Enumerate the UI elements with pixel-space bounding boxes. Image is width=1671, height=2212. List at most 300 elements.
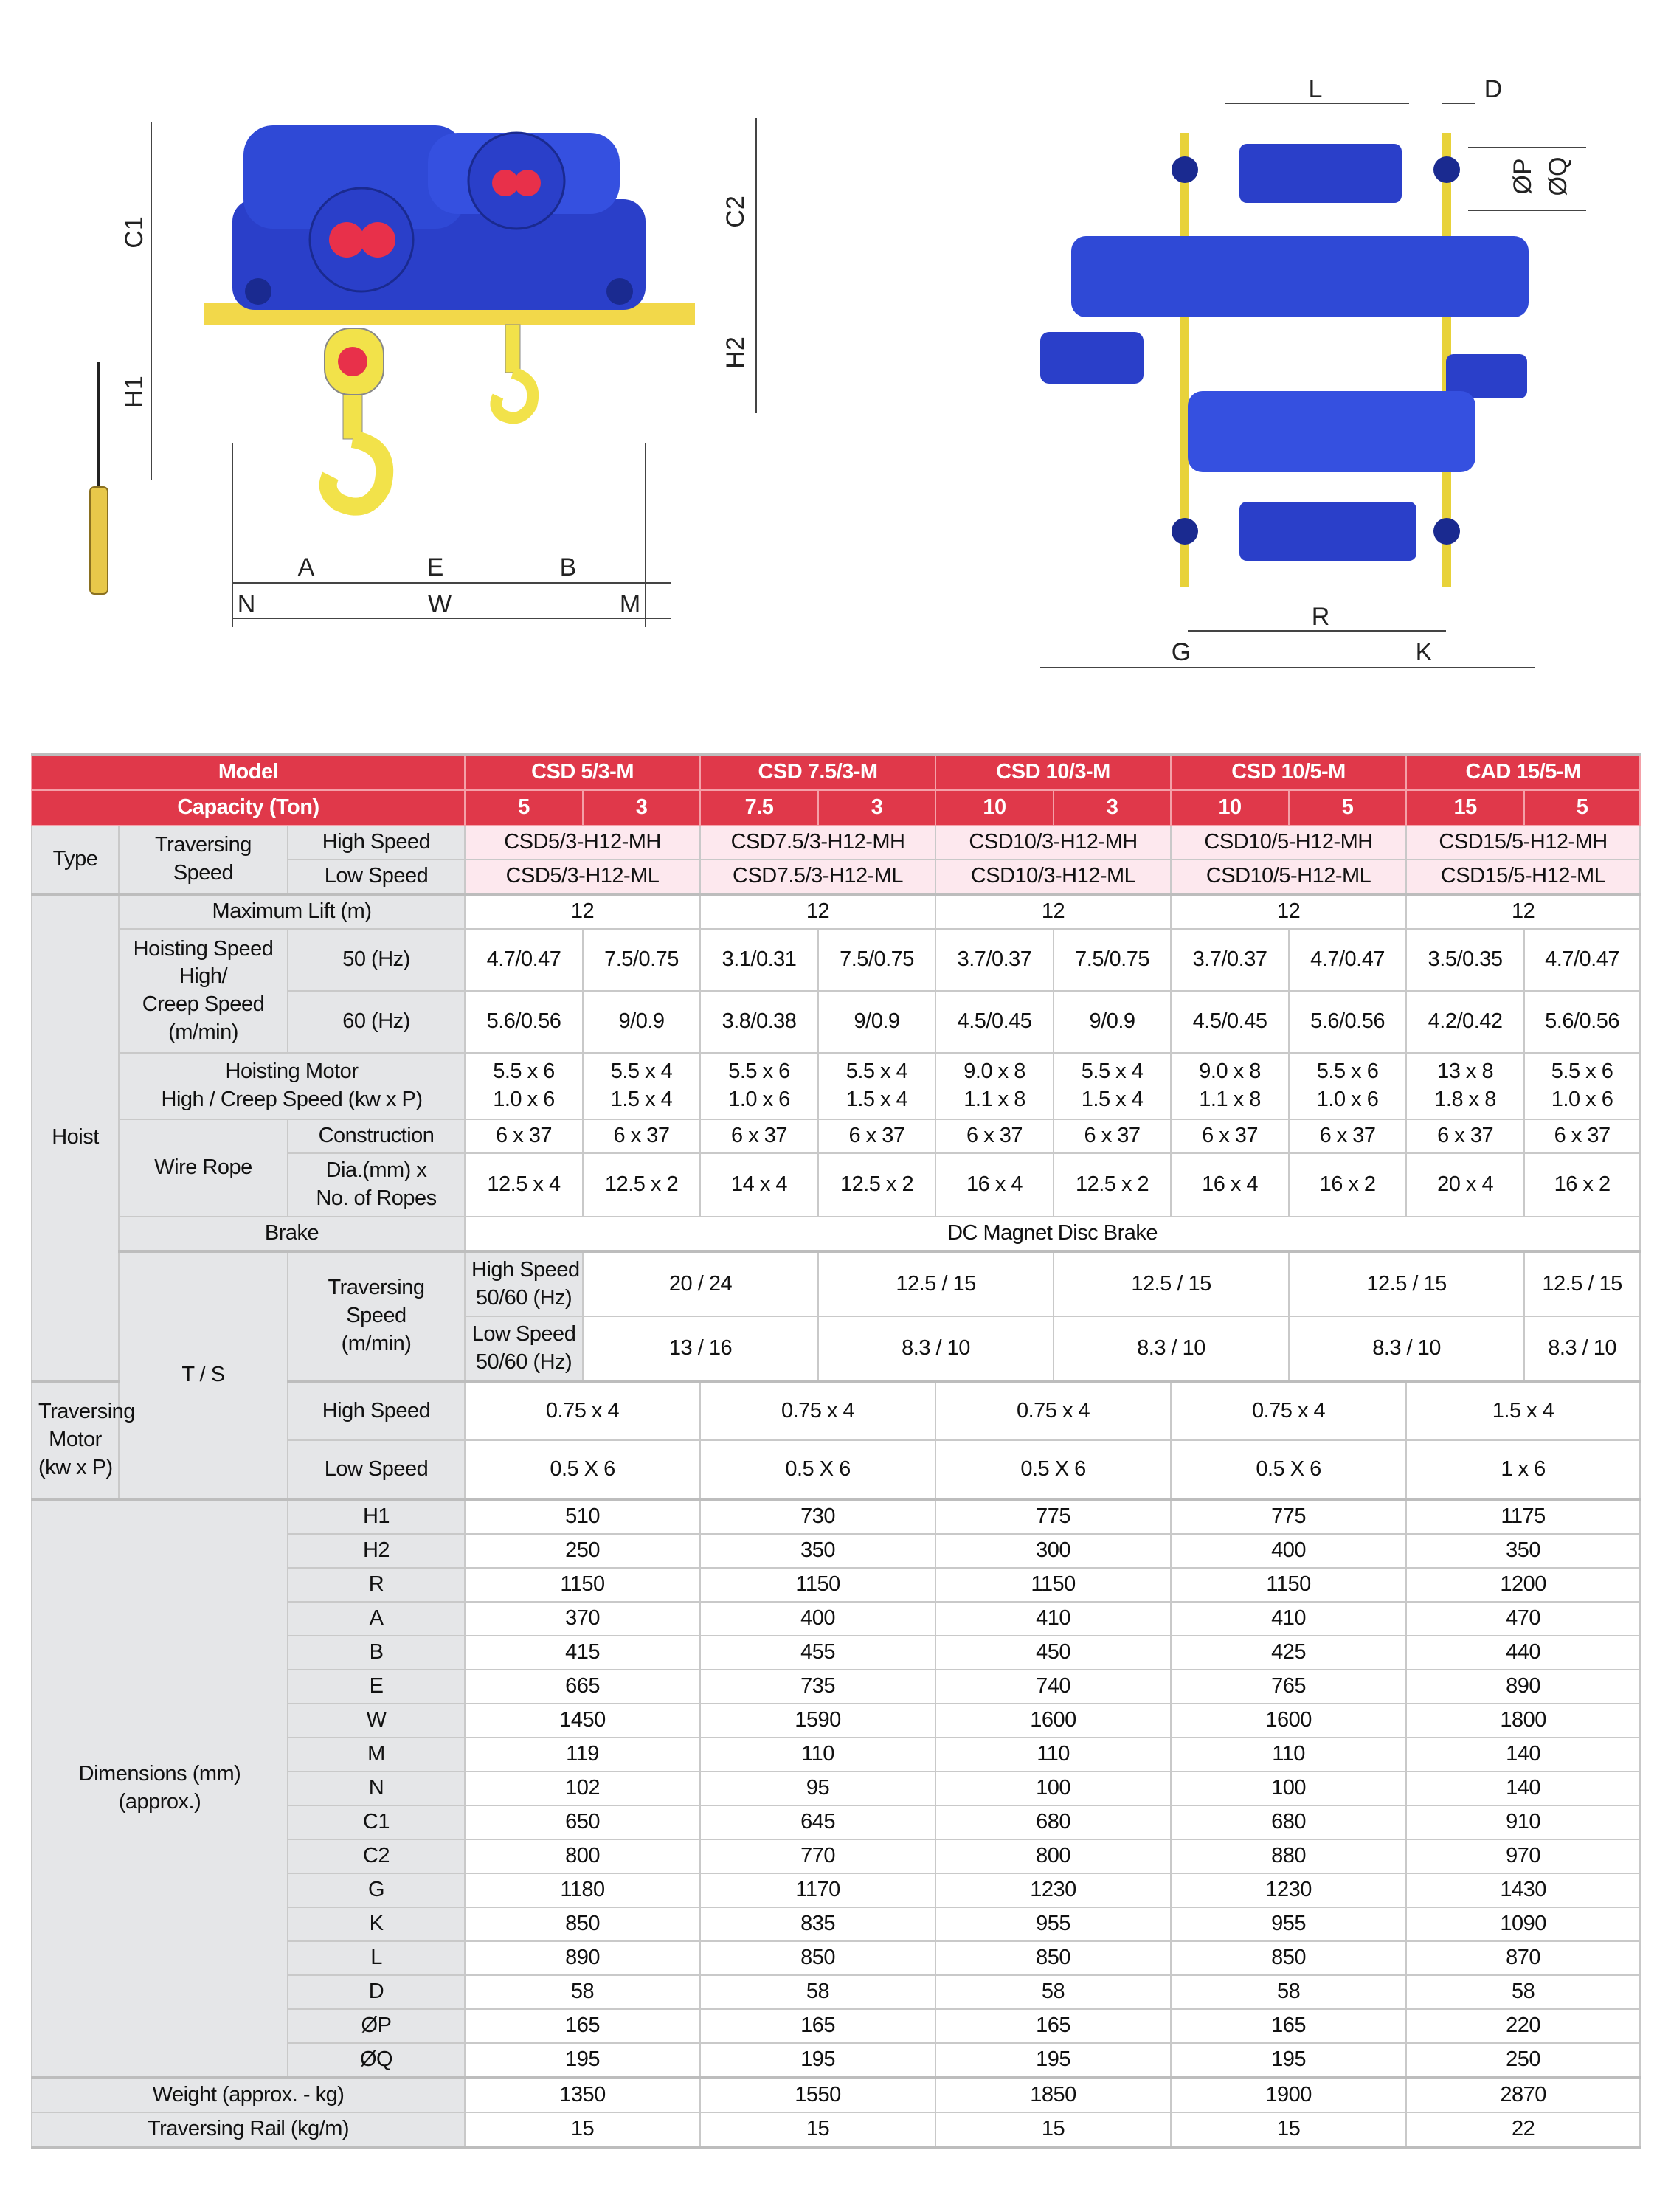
capacity-value: 3: [583, 790, 700, 826]
label-l: L: [1308, 75, 1323, 103]
rope-construction-row: [32, 1119, 1640, 1153]
hz60-value: 5.6/0.56: [1524, 991, 1640, 1053]
dimension-value: 100: [935, 1772, 1171, 1805]
dimension-name: ØP: [288, 2009, 465, 2043]
construction-value: 6 x 37: [583, 1119, 700, 1153]
label-h2: H2: [722, 336, 750, 369]
model-name: CAD 15/5-M: [1406, 754, 1640, 790]
dimension-value: 1230: [935, 1873, 1171, 1907]
hoisting-speed-label-3: Creep Speed: [142, 992, 265, 1016]
dimension-value: 440: [1406, 1636, 1640, 1670]
dia-value: 12.5 x 2: [818, 1153, 935, 1217]
brake-value: DC Magnet Disc Brake: [465, 1217, 1640, 1251]
capacity-value: 10: [1171, 790, 1289, 826]
dimension-name: C2: [288, 1839, 465, 1873]
hz50-value: 7.5/0.75: [1054, 929, 1171, 991]
hz60-value: 4.5/0.45: [1171, 991, 1289, 1053]
construction-value: 6 x 37: [1054, 1119, 1171, 1153]
hz50-label: 50 (Hz): [288, 929, 465, 991]
model-code-low: CSD7.5/3-H12-ML: [700, 860, 935, 894]
dimension-value: 250: [1406, 2043, 1640, 2078]
dia-label-1: Dia.(mm) x: [325, 1158, 427, 1183]
dimension-value: 410: [935, 1602, 1171, 1636]
construction-value: 6 x 37: [700, 1119, 818, 1153]
dimension-value: 850: [700, 1941, 935, 1975]
motor-creep-value: 1.5 x 4: [610, 1088, 673, 1111]
label-q: ØQ: [1544, 156, 1572, 196]
hoisting-speed-label-4: (m/min): [168, 1020, 238, 1044]
dimension-value: 800: [935, 1839, 1171, 1873]
label-w: W: [427, 590, 452, 618]
dimension-name: K: [288, 1907, 465, 1941]
dimension-name: L: [288, 1941, 465, 1975]
dimension-value: 775: [1171, 1499, 1406, 1534]
dimension-value: 165: [1171, 2009, 1406, 2043]
dimension-value: 110: [935, 1738, 1171, 1772]
dimension-value: 220: [1406, 2009, 1640, 2043]
dimension-value: 1600: [935, 1704, 1171, 1738]
dimension-value: 195: [465, 2043, 700, 2078]
dimensions-label: [32, 1499, 288, 2078]
construction-label: Construction: [288, 1119, 465, 1153]
dimension-name: C1: [288, 1805, 465, 1839]
dimension-value: 350: [700, 1534, 935, 1568]
ts-high-value: 12.5 / 15: [1289, 1251, 1524, 1316]
ts-motor-label-3: (kw x P): [38, 1455, 113, 1479]
dimension-value: 400: [1171, 1534, 1406, 1568]
traversing-rail-row: [32, 2112, 1640, 2148]
main-hook: [325, 328, 384, 507]
dimension-value: 58: [700, 1975, 935, 2009]
construction-value: 6 x 37: [935, 1119, 1054, 1153]
dimension-value: 455: [700, 1636, 935, 1670]
ts-high-speed-row: [32, 1251, 1640, 1316]
label-e: E: [426, 553, 444, 581]
motor-creep-value: 1.0 x 6: [493, 1088, 555, 1111]
hoisting-motor-value: [1406, 1053, 1524, 1119]
ts-motor-label-2: Motor: [49, 1428, 102, 1452]
dimension-value: 450: [935, 1636, 1171, 1670]
model-label: Model: [32, 754, 465, 790]
hoisting-speed-label: [119, 929, 288, 1053]
hoisting-motor-value: [818, 1053, 935, 1119]
dimension-row: [32, 1499, 1640, 1534]
ts-low-value: 8.3 / 10: [818, 1316, 1054, 1381]
capacity-row: [32, 790, 1640, 826]
capacity-label: Capacity (Ton): [32, 790, 465, 826]
capacity-value: 3: [1054, 790, 1171, 826]
label-c2: C2: [722, 196, 750, 228]
dimension-value: 1150: [1171, 1568, 1406, 1602]
hz50-value: 3.7/0.37: [1171, 929, 1289, 991]
model-code-high: CSD10/5-H12-MH: [1171, 826, 1406, 860]
dimension-value: 880: [1171, 1839, 1406, 1873]
ts-high-value: 20 / 24: [583, 1251, 818, 1316]
ts-motor-low-value: 1 x 6: [1406, 1440, 1640, 1499]
dimension-value: 110: [700, 1738, 935, 1772]
brake-row: [32, 1217, 1640, 1251]
dimension-value: 165: [935, 2009, 1171, 2043]
hoist-diagrams: [0, 0, 1671, 738]
model-code-low: CSD10/5-H12-ML: [1171, 860, 1406, 894]
hz60-label: 60 (Hz): [288, 991, 465, 1053]
hz50-value: 4.7/0.47: [465, 929, 583, 991]
dimension-value: 110: [1171, 1738, 1406, 1772]
ts-motor-low-value: 0.5 X 6: [700, 1440, 935, 1499]
ts-high-value: 12.5 / 15: [818, 1251, 1054, 1316]
model-code-high: CSD10/3-H12-MH: [935, 826, 1171, 860]
label-k: K: [1415, 638, 1433, 666]
table-body: [32, 754, 1640, 2148]
dimension-value: 95: [700, 1772, 935, 1805]
dimension-value: 58: [1406, 1975, 1640, 2009]
model-name: CSD 7.5/3-M: [700, 754, 935, 790]
weight-value: 1350: [465, 2078, 700, 2112]
model-code-high: CSD5/3-H12-MH: [465, 826, 700, 860]
dimension-value: 102: [465, 1772, 700, 1805]
dimension-name: H1: [288, 1499, 465, 1534]
ts-speed-label-3: (m/min): [341, 1331, 412, 1355]
hoist-body: [232, 125, 646, 310]
ts-high-label-2: 50/60 (Hz): [475, 1285, 572, 1310]
ts-motor-high-value: 0.75 x 4: [1171, 1381, 1406, 1440]
dimension-value: 1200: [1406, 1568, 1640, 1602]
dimension-value: 58: [935, 1975, 1171, 2009]
hz50-value: 7.5/0.75: [818, 929, 935, 991]
dimension-name: N: [288, 1772, 465, 1805]
ts-high-label-1: High Speed: [471, 1257, 580, 1282]
hz60-value: 3.8/0.38: [700, 991, 818, 1053]
dimension-value: 58: [1171, 1975, 1406, 2009]
aux-hook: [496, 325, 533, 418]
dimensions-label-1: Dimensions (mm): [78, 1762, 241, 1786]
hz60-value: 4.2/0.42: [1406, 991, 1524, 1053]
hz60-value: 4.5/0.45: [935, 991, 1054, 1053]
motor-high-value: 5.5 x 6: [1316, 1060, 1379, 1084]
ts-motor-high-value: 0.75 x 4: [465, 1381, 700, 1440]
dimension-value: 1800: [1406, 1704, 1640, 1738]
model-code-high: CSD7.5/3-H12-MH: [700, 826, 935, 860]
ts-low-label-2: 50/60 (Hz): [475, 1349, 572, 1374]
motor-creep-value: 1.0 x 6: [1551, 1088, 1613, 1111]
motor-high-value: 5.5 x 4: [845, 1060, 908, 1084]
max-lift-label: Maximum Lift (m): [119, 894, 465, 929]
dimension-value: 1090: [1406, 1907, 1640, 1941]
dimension-value: 850: [935, 1941, 1171, 1975]
dimension-value: 770: [700, 1839, 935, 1873]
max-lift-value: 12: [465, 894, 700, 929]
dimension-value: 425: [1171, 1636, 1406, 1670]
label-d: D: [1484, 75, 1503, 103]
ts-low-value: 8.3 / 10: [1054, 1316, 1289, 1381]
dimension-name: H2: [288, 1534, 465, 1568]
dimension-value: 195: [700, 2043, 935, 2078]
label-r: R: [1311, 603, 1330, 631]
ts-low-value: 8.3 / 10: [1289, 1316, 1524, 1381]
hoisting-motor-value: [1524, 1053, 1640, 1119]
dimension-value: 415: [465, 1636, 700, 1670]
ts-motor-high-value: 0.75 x 4: [935, 1381, 1171, 1440]
label-g: G: [1171, 638, 1191, 666]
capacity-value: 15: [1406, 790, 1524, 826]
dimension-value: 410: [1171, 1602, 1406, 1636]
construction-value: 6 x 37: [818, 1119, 935, 1153]
dia-value: 16 x 2: [1289, 1153, 1406, 1217]
ts-motor-label-1: Traversing: [38, 1400, 135, 1424]
label-h1: H1: [120, 376, 148, 408]
capacity-value: 5: [1524, 790, 1640, 826]
dimension-value: 100: [1171, 1772, 1406, 1805]
type-high-row: [32, 826, 1640, 860]
dimension-value: 1150: [700, 1568, 935, 1602]
rail-label: Traversing Rail (kg/m): [32, 2112, 465, 2148]
hz60-value: 9/0.9: [818, 991, 935, 1053]
dimension-value: 1430: [1406, 1873, 1640, 1907]
construction-value: 6 x 37: [1406, 1119, 1524, 1153]
dia-value: 16 x 2: [1524, 1153, 1640, 1217]
dimension-name: B: [288, 1636, 465, 1670]
dimension-name: W: [288, 1704, 465, 1738]
dimension-name: R: [288, 1568, 465, 1602]
motor-high-value: 5.5 x 6: [493, 1060, 555, 1084]
dia-value: 16 x 4: [935, 1153, 1054, 1217]
dia-label-2: No. of Ropes: [316, 1186, 437, 1210]
hoisting-motor-label-2: High / Creep Speed (kw x P): [161, 1088, 423, 1111]
motor-high-value: 13 x 8: [1437, 1060, 1494, 1084]
motor-high-value: 5.5 x 6: [728, 1060, 790, 1084]
ts-high-label: [465, 1251, 583, 1316]
motor-high-value: 5.5 x 4: [610, 1060, 673, 1084]
traversing-speed-label: Traversing Speed: [119, 826, 288, 894]
motor-creep-value: 1.0 x 6: [1316, 1088, 1379, 1111]
dimension-name: D: [288, 1975, 465, 2009]
ts-high-value: 12.5 / 15: [1054, 1251, 1289, 1316]
hoisting-motor-row: [32, 1053, 1640, 1119]
max-lift-value: 12: [1406, 894, 1640, 929]
dimension-value: 735: [700, 1670, 935, 1704]
max-lift-value: 12: [1171, 894, 1406, 929]
type-label: Type: [32, 826, 119, 894]
hz50-value: 3.1/0.31: [700, 929, 818, 991]
motor-creep-value: 1.8 x 8: [1434, 1088, 1496, 1111]
dimensions-label-2: (approx.): [118, 1790, 201, 1814]
hoist-speed-50hz-row: [32, 929, 1640, 991]
label-p: ØP: [1509, 158, 1537, 195]
label-c1: C1: [120, 216, 148, 249]
dimension-value: 300: [935, 1534, 1171, 1568]
dimension-value: 140: [1406, 1772, 1640, 1805]
ts-low-value: 13 / 16: [583, 1316, 818, 1381]
pendant-control: [90, 362, 108, 594]
dimension-value: 680: [935, 1805, 1171, 1839]
dimension-value: 140: [1406, 1738, 1640, 1772]
ts-speed-label: [288, 1251, 465, 1381]
dimension-value: 850: [1171, 1941, 1406, 1975]
dimension-name: M: [288, 1738, 465, 1772]
dimension-value: 350: [1406, 1534, 1640, 1568]
ts-motor-high-value: 0.75 x 4: [700, 1381, 935, 1440]
construction-value: 6 x 37: [1289, 1119, 1406, 1153]
max-lift-row: [32, 894, 1640, 929]
dimension-value: 665: [465, 1670, 700, 1704]
dimension-value: 835: [700, 1907, 935, 1941]
dimension-value: 195: [935, 2043, 1171, 2078]
hoisting-speed-label-2: High/: [179, 964, 228, 989]
dimension-value: 1170: [700, 1873, 935, 1907]
dimension-value: 250: [465, 1534, 700, 1568]
motor-creep-value: 1.1 x 8: [1199, 1088, 1261, 1111]
top-view-diagram: [1040, 75, 1586, 668]
model-code-low: CSD15/5-H12-ML: [1406, 860, 1640, 894]
dimension-value: 165: [465, 2009, 700, 2043]
capacity-value: 5: [465, 790, 583, 826]
dia-value: 12.5 x 2: [583, 1153, 700, 1217]
rail-value: 15: [1171, 2112, 1406, 2148]
ts-label: T / S: [119, 1251, 288, 1499]
motor-high-value: 9.0 x 8: [963, 1060, 1025, 1084]
hoisting-motor-value: [465, 1053, 583, 1119]
ts-low-label-1: Low Speed: [471, 1321, 576, 1346]
dia-label: [288, 1153, 465, 1217]
weight-value: 2870: [1406, 2078, 1640, 2112]
label-a: A: [297, 553, 315, 581]
weight-label: Weight (approx. - kg): [32, 2078, 465, 2112]
model-code-high: CSD15/5-H12-MH: [1406, 826, 1640, 860]
dia-value: 16 x 4: [1171, 1153, 1289, 1217]
hoisting-motor-value: [1054, 1053, 1171, 1119]
dimension-value: 890: [1406, 1670, 1640, 1704]
dimension-value: 119: [465, 1738, 700, 1772]
capacity-value: 3: [818, 790, 935, 826]
capacity-value: 7.5: [700, 790, 818, 826]
dimension-name: G: [288, 1873, 465, 1907]
hz50-value: 3.7/0.37: [935, 929, 1054, 991]
dimension-value: 650: [465, 1805, 700, 1839]
dimension-value: 740: [935, 1670, 1171, 1704]
construction-value: 6 x 37: [465, 1119, 583, 1153]
dimension-name: ØQ: [288, 2043, 465, 2078]
hoisting-motor-value: [583, 1053, 700, 1119]
ts-motor-high-label: High Speed: [288, 1381, 465, 1440]
hoisting-motor-value: [935, 1053, 1054, 1119]
dimension-value: 165: [700, 2009, 935, 2043]
hz60-value: 5.6/0.56: [1289, 991, 1406, 1053]
capacity-value: 5: [1289, 790, 1406, 826]
dimension-value: 370: [465, 1602, 700, 1636]
motor-creep-value: 1.5 x 4: [845, 1088, 908, 1111]
dia-value: 12.5 x 4: [465, 1153, 583, 1217]
hoisting-motor-value: [700, 1053, 818, 1119]
hz60-value: 9/0.9: [1054, 991, 1171, 1053]
motor-high-value: 9.0 x 8: [1199, 1060, 1261, 1084]
ts-low-label: [465, 1316, 583, 1381]
weight-value: 1850: [935, 2078, 1171, 2112]
label-b: B: [559, 553, 577, 581]
hz60-value: 5.6/0.56: [465, 991, 583, 1053]
max-lift-value: 12: [935, 894, 1171, 929]
dimension-value: 800: [465, 1839, 700, 1873]
dimension-value: 955: [935, 1907, 1171, 1941]
weight-row: [32, 2078, 1640, 2112]
rail-value: 15: [935, 2112, 1171, 2148]
hoisting-speed-label-1: Hoisting Speed: [133, 936, 274, 961]
dimension-value: 955: [1171, 1907, 1406, 1941]
dimension-value: 1450: [465, 1704, 700, 1738]
dimension-value: 1180: [465, 1873, 700, 1907]
construction-value: 6 x 37: [1171, 1119, 1289, 1153]
hz50-value: 7.5/0.75: [583, 929, 700, 991]
dimension-value: 850: [465, 1907, 700, 1941]
weight-value: 1900: [1171, 2078, 1406, 2112]
dimension-value: 680: [1171, 1805, 1406, 1839]
model-name: CSD 5/3-M: [465, 754, 700, 790]
model-row: [32, 754, 1640, 790]
ts-motor-low-label: Low Speed: [288, 1440, 465, 1499]
dimension-name: A: [288, 1602, 465, 1636]
hoisting-motor-value: [1171, 1053, 1289, 1119]
weight-value: 1550: [700, 2078, 935, 2112]
dimension-value: 1175: [1406, 1499, 1640, 1534]
dimension-value: 1150: [935, 1568, 1171, 1602]
rail-value: 15: [700, 2112, 935, 2148]
ts-motor-label: [32, 1381, 135, 1499]
model-name: CSD 10/3-M: [935, 754, 1171, 790]
dia-value: 14 x 4: [700, 1153, 818, 1217]
hz60-value: 9/0.9: [583, 991, 700, 1053]
hoist-label: Hoist: [32, 894, 119, 1381]
dimension-value: 510: [465, 1499, 700, 1534]
hz50-value: 4.7/0.47: [1524, 929, 1640, 991]
motor-creep-value: 1.5 x 4: [1081, 1088, 1144, 1111]
rail-value: 22: [1406, 2112, 1640, 2148]
high-speed-label: High Speed: [288, 826, 465, 860]
hoisting-motor-label-1: Hoisting Motor: [225, 1060, 359, 1084]
model-code-low: CSD5/3-H12-ML: [465, 860, 700, 894]
motor-creep-value: 1.1 x 8: [963, 1088, 1025, 1111]
wire-rope-label: Wire Rope: [119, 1119, 288, 1217]
dimension-value: 730: [700, 1499, 935, 1534]
hoisting-motor-value: [1289, 1053, 1406, 1119]
dimension-value: 470: [1406, 1602, 1640, 1636]
dimension-value: 765: [1171, 1670, 1406, 1704]
motor-high-value: 5.5 x 6: [1551, 1060, 1613, 1084]
label-m: M: [619, 590, 641, 618]
dimension-value: 195: [1171, 2043, 1406, 2078]
dimension-value: 58: [465, 1975, 700, 2009]
dimension-value: 910: [1406, 1805, 1640, 1839]
motor-high-value: 5.5 x 4: [1081, 1060, 1144, 1084]
ts-motor-low-value: 0.5 X 6: [1171, 1440, 1406, 1499]
dimension-value: 890: [465, 1941, 700, 1975]
construction-value: 6 x 37: [1524, 1119, 1640, 1153]
low-speed-label: Low Speed: [288, 860, 465, 894]
ts-speed-label-2: Speed: [346, 1304, 406, 1328]
hz50-value: 4.7/0.47: [1289, 929, 1406, 991]
dia-value: 12.5 x 2: [1054, 1153, 1171, 1217]
ts-high-value: 12.5 / 15: [1524, 1251, 1640, 1316]
ts-motor-high-value: 1.5 x 4: [1406, 1381, 1640, 1440]
dimension-value: 645: [700, 1805, 935, 1839]
dia-value: 20 x 4: [1406, 1153, 1524, 1217]
dimension-value: 1600: [1171, 1704, 1406, 1738]
ts-motor-low-value: 0.5 X 6: [465, 1440, 700, 1499]
rail-value: 15: [465, 2112, 700, 2148]
ts-speed-label-1: Traversing: [328, 1276, 425, 1300]
dimension-value: 970: [1406, 1839, 1640, 1873]
max-lift-value: 12: [700, 894, 935, 929]
dimension-name: E: [288, 1670, 465, 1704]
dimension-value: 1590: [700, 1704, 935, 1738]
